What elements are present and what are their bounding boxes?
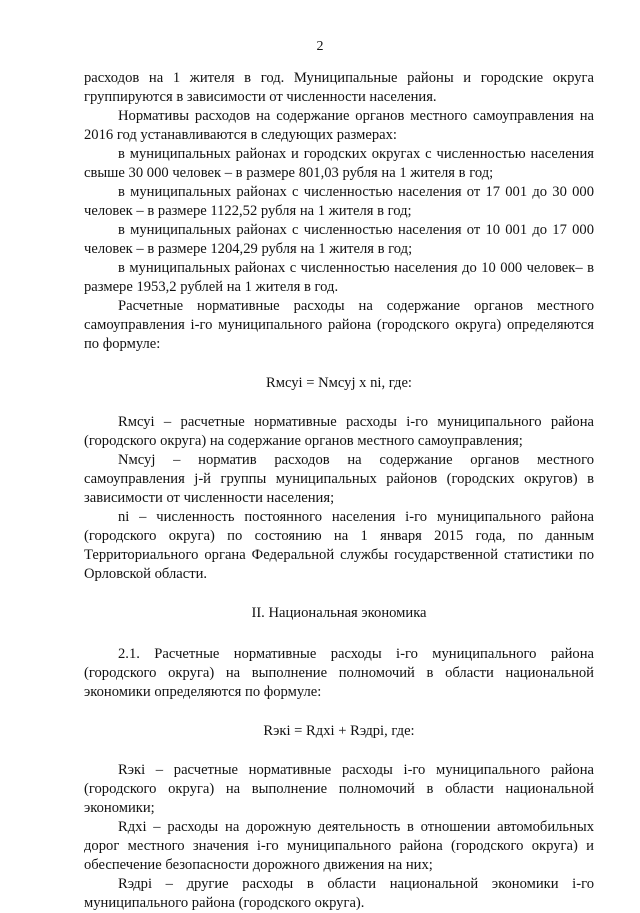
definition-nmsu: Nмсуj – норматив расходов на содержание органов местного самоуправления j-й группы муниципальных районов (городских округов) в зависимости от численности населения; <box>84 452 594 506</box>
section-heading: II. Национальная экономика <box>251 605 427 621</box>
definition-redr: Rэдрi – другие расходы в области национальной экономики i-го муниципального района (городского округа). <box>84 876 594 911</box>
paragraph-2-1: 2.1. Расчетные нормативные расходы i-го муниципального района (городского округа) на выполнение полномочий в области национальной экономики определяются по формуле: <box>84 646 594 700</box>
paragraph-norms-intro: Нормативы расходов на содержание органов местного самоуправления на 2016 год устанавливаются в следующих размерах: <box>84 108 594 143</box>
page-content <box>84 69 594 913</box>
definition-rdh: Rдхi – расходы на дорожную деятельность в отношении автомобильных дорог местного значения i-го муниципального района (городского округа) и обеспечение безопасности дорожного движения на них; <box>84 819 594 873</box>
norm-item-under-10000: в муниципальных районах с численностью населения до 10 000 человек– в размере 1953,2 рублей на 1 жителя в год. <box>84 260 594 295</box>
paragraph-formula-intro: Расчетные нормативные расходы на содержание органов местного самоуправления i-го муниципального района (городского округа) определяются по формуле: <box>84 298 594 352</box>
definition-ni: ni – численность постоянного населения i-го муниципального района (городского округа) по состоянию на 1 января 2015 года, по данным Территориального органа Федеральной службы государственной статистики по Орловской области. <box>84 509 594 582</box>
paragraph-continuation: расходов на 1 жителя в год. Муниципальные районы и городские округа группируются в зависимости от численности населения. <box>84 70 594 105</box>
norm-item-over-30000: в муниципальных районах и городских округах с численностью населения свыше 30 000 человек – в размере 801,03 рубля на 1 жителя в год; <box>84 146 594 181</box>
page-number: 2 <box>316 39 324 54</box>
definition-rek: Rэкi – расчетные нормативные расходы i-го муниципального района (городского округа) на выполнение полномочий в области национальной экономики; <box>84 762 594 816</box>
definition-rmsu: Rмсуi – расчетные нормативные расходы i-го муниципального района (городского округа) на содержание органов местного самоуправления; <box>84 414 594 449</box>
formula-rek: Rэкi = Rдхi + Rэдрi, где: <box>263 723 415 739</box>
norm-item-17001-30000: в муниципальных районах с численностью населения от 17 001 до 30 000 человек – в размере 1122,52 рубля на 1 жителя в год; <box>84 184 594 219</box>
formula-rmsu: Rмсуi = Nмсуj x ni, где: <box>265 375 412 391</box>
norm-item-10001-17000: в муниципальных районах с численностью населения от 10 001 до 17 000 человек – в размере 1204,29 рубля на 1 жителя в год; <box>84 222 594 257</box>
